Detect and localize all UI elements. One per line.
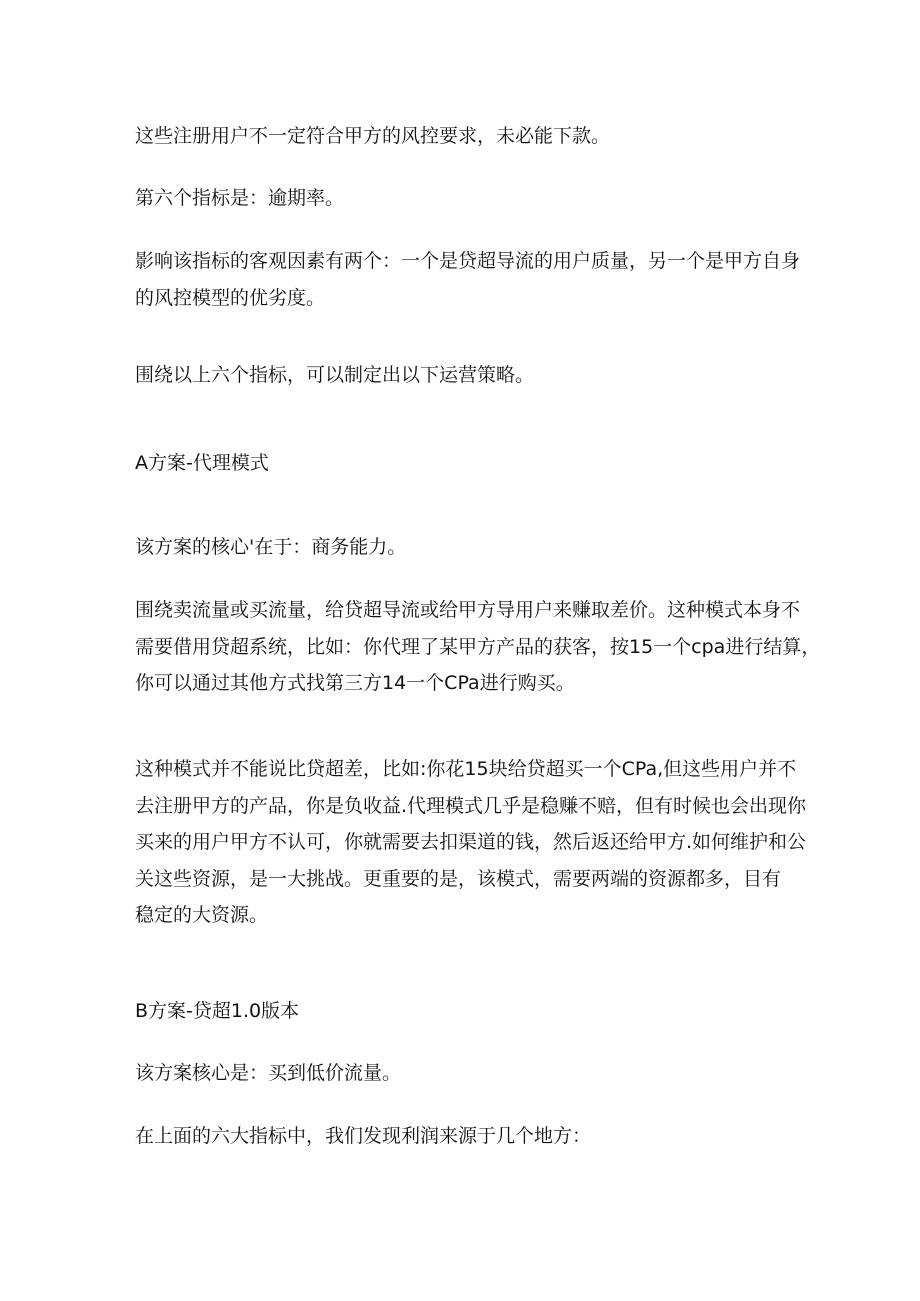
paragraph-plan-a-analysis [135, 751, 807, 934]
paragraph-plan-a-core [135, 529, 800, 566]
paragraph-strategy-intro [135, 357, 800, 394]
text-line: B方案-贷超1.0版本 [135, 1000, 300, 1022]
heading-plan-a [135, 445, 800, 482]
text-line: 这种模式并不能说比贷超差，比如:你花15块给贷超买一个CPa,但这些用户并不 [135, 758, 797, 780]
paragraph-plan-a-description [135, 592, 821, 702]
paragraph-registration-note [135, 118, 800, 155]
paragraph-influencing-factors [135, 243, 800, 316]
text-line: 围绕以上六个指标，可以制定出以下运营策略。 [135, 364, 535, 386]
paragraph-plan-b-core [135, 1055, 800, 1092]
text-line: 在上面的六大指标中，我们发现利润来源于几个地方： [135, 1125, 592, 1147]
text-line: 该方案核心是：买到低价流量。 [135, 1062, 402, 1084]
text-line: 的风控模型的优劣度。 [135, 286, 326, 309]
text-line: A方案-代理模式 [135, 452, 269, 474]
text-line: 影响该指标的客观因素有两个：一个是贷超导流的用户质量，另一个是甲方自身 [135, 250, 801, 272]
text-line: 你可以通过其他方式找第三方14一个CPa进行购买。 [135, 672, 575, 694]
text-line: 这些注册用户不一定符合甲方的风控要求，未必能下款。 [135, 125, 611, 147]
text-line: 需要借用贷超系统，比如：你代理了某甲方产品的获客，按15一个cpa进行结算， [135, 635, 821, 658]
heading-plan-b [135, 993, 800, 1030]
text-line: 去注册甲方的产品，你是负收益.代理模式几乎是稳赚不赔，但有时候也会出现你 [135, 794, 807, 817]
text-line: 该方案的核心'在于：商务能力。 [135, 536, 407, 558]
text-line: 买来的用户甲方不认可，你就需要去扣渠道的钱，然后返还给甲方.如何维护和公 [135, 831, 807, 853]
text-line: 围绕卖流量或买流量，给贷超导流或给甲方导用户来赚取差价。这种模式本身不 [135, 599, 801, 621]
paragraph-sixth-indicator [135, 180, 800, 217]
paragraph-profit-sources [135, 1118, 800, 1155]
text-line: 第六个指标是：逾期率。 [135, 187, 345, 209]
text-line: 关这些资源，是一大挑战。更重要的是，该模式，需要两端的资源都多，目有 [135, 867, 782, 890]
text-line: 稳定的大资源。 [135, 904, 269, 926]
